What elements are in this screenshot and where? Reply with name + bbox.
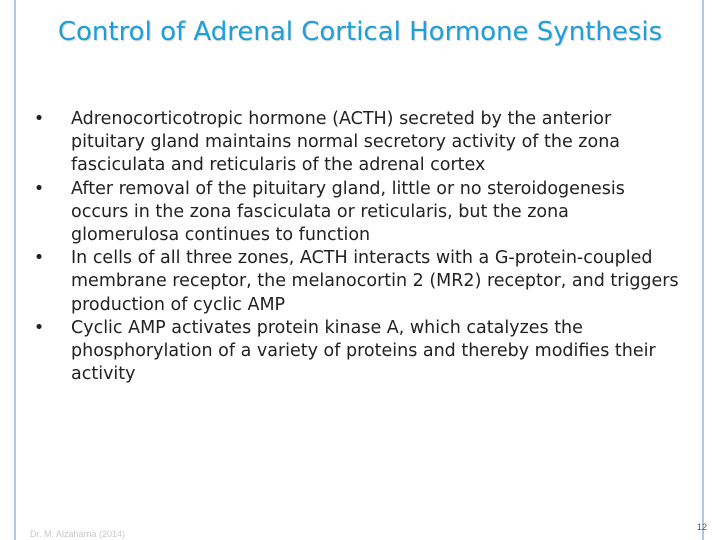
bullet-item [20,247,680,317]
bullet-list [20,108,680,386]
page-number: 12 [697,522,708,532]
bullet-icon: • [33,109,45,129]
footer-author: Dr. M. Alzaharna (2014) [30,529,126,539]
bullet-text: Adrenocorticotropic hormone (ACTH) secreted by the anterior pituitary gland maintains normal secretory activity of the zona fasciculata and reticularis of the adrenal cortex [71,109,621,176]
bullet-text: After removal of the pituitary gland, little or no steroidogenesis occurs in the zona fasciculata or reticularis, but the zona glomerulosa continues to function [71,178,625,246]
bullet-text: Cyclic AMP activates protein kinase A, which catalyzes the phosphorylation of a variety of proteins and thereby modifies their activity [71,317,656,385]
bullet-icon: • [33,248,45,269]
bullet-text: In cells of all three zones, ACTH interacts with a G-protein-coupled membrane receptor, the melanocortin 2 (MR2) receptor, and triggers production of cyclic AMP [71,248,679,315]
bullet-icon: • [33,317,45,338]
bullet-item [20,178,680,248]
slide-title: Control of Adrenal Cortical Hormone Synthesis [57,17,663,47]
bullet-item [20,108,680,178]
bullet-item [20,317,680,387]
bullet-icon: • [33,178,45,199]
